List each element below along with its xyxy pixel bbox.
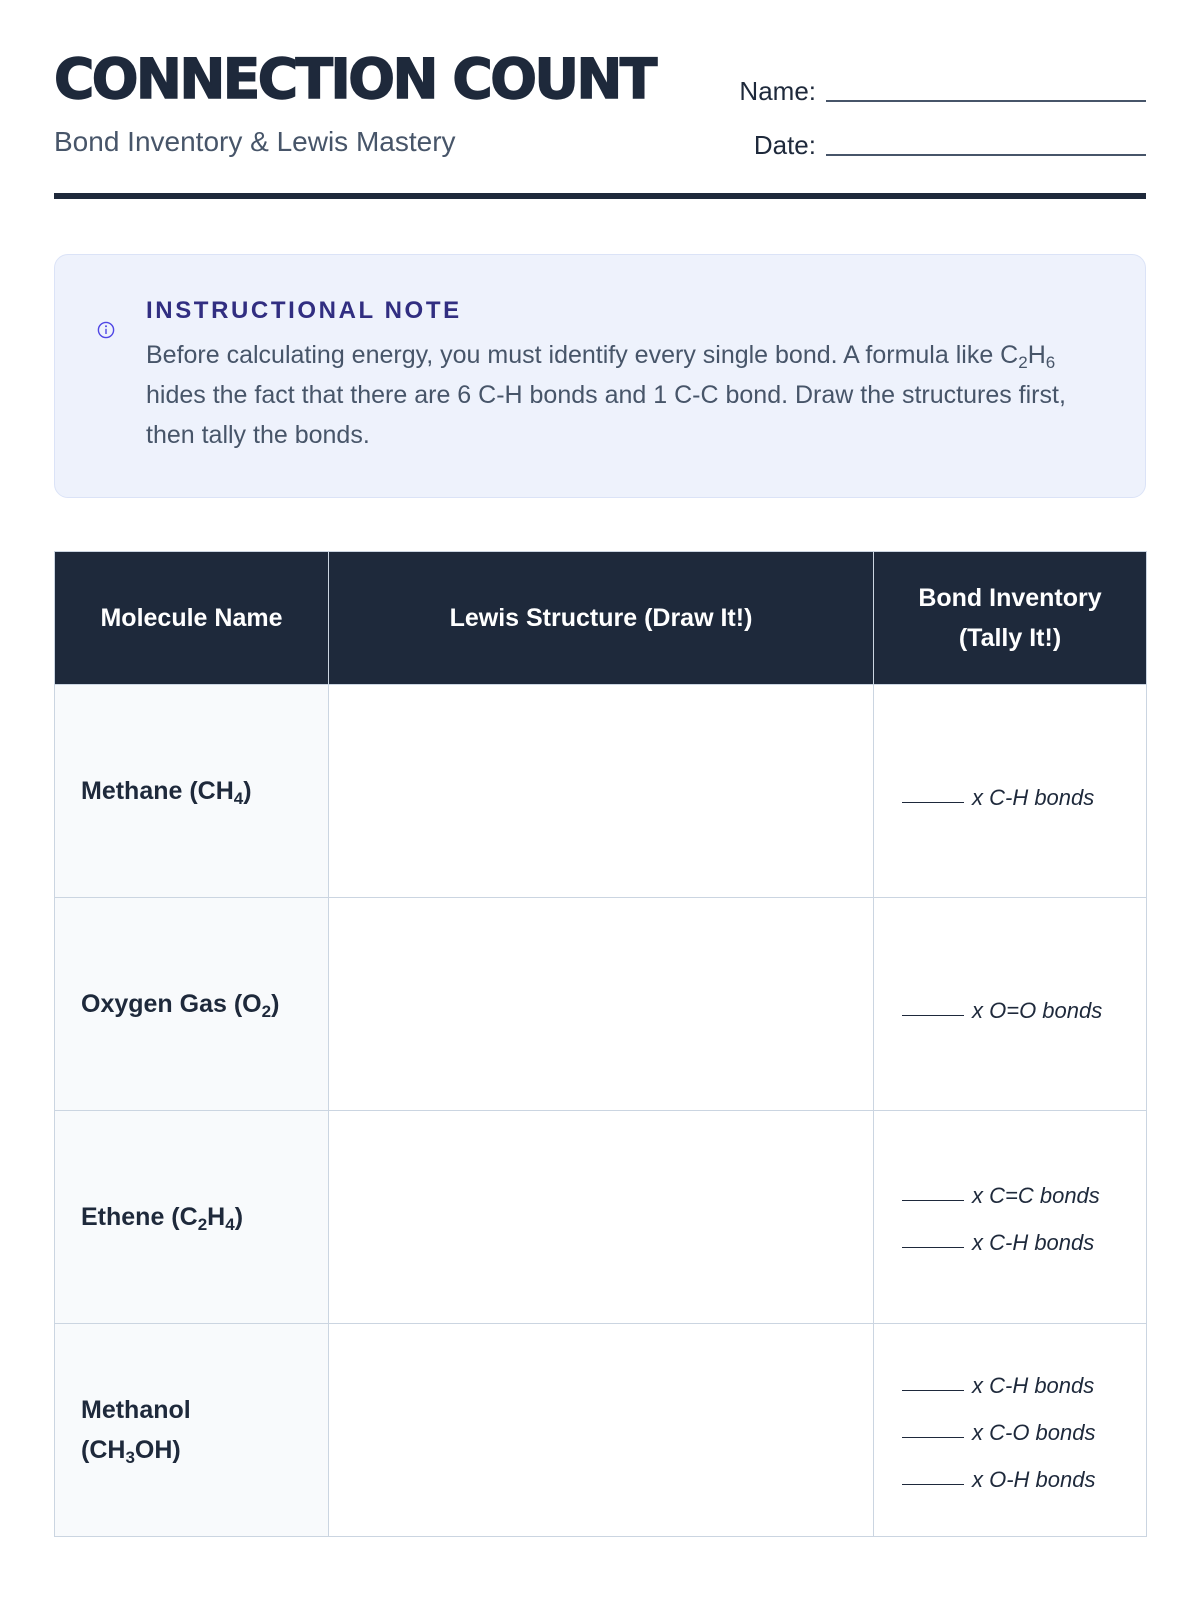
molecule-name-methanol	[55, 1324, 329, 1537]
tally-label: x C-H bonds	[972, 1230, 1095, 1255]
header-divider	[54, 193, 1146, 199]
header-bond-inventory: Bond Inventory (Tally It!)	[874, 552, 1147, 685]
tally-blank[interactable]	[902, 1200, 964, 1201]
tally-label: x C-H bonds	[972, 1372, 1095, 1398]
molecule-text: Ethene (C	[81, 1203, 198, 1231]
date-input-line[interactable]	[826, 154, 1146, 156]
bond-inventory-table	[54, 551, 1147, 1537]
lewis-drawing-area[interactable]	[329, 1324, 874, 1537]
name-label: Name:	[739, 76, 816, 106]
tally-line[interactable]	[902, 1213, 1146, 1260]
molecule-text: Methanol	[81, 1396, 191, 1424]
date-field[interactable]	[744, 128, 1146, 164]
molecule-subscript: 2	[197, 1215, 208, 1234]
molecule-text: Methane (CH	[81, 777, 234, 805]
molecule-text: )	[234, 1203, 244, 1231]
table-row	[55, 685, 1147, 898]
worksheet-subtitle: Bond Inventory & Lewis Mastery	[54, 126, 456, 157]
table-row	[55, 1111, 1147, 1324]
instructional-note	[54, 254, 1146, 498]
tally-blank[interactable]	[902, 1247, 964, 1248]
tally-blank[interactable]	[902, 1390, 964, 1391]
molecule-name-oxygen	[55, 898, 329, 1111]
lewis-drawing-area[interactable]	[329, 1111, 874, 1324]
molecule-subscript: 4	[233, 789, 244, 808]
tally-blank[interactable]	[902, 1015, 964, 1016]
header-molecule-name: Molecule Name	[55, 552, 329, 685]
worksheet-title: CONNECTION COUNT	[54, 47, 655, 111]
tally-cell	[874, 685, 1147, 898]
molecule-subscript: 4	[225, 1215, 235, 1234]
molecule-text: )	[271, 990, 280, 1018]
header-lewis-structure: Lewis Structure (Draw It!)	[329, 552, 874, 685]
molecule-text: (CH	[81, 1436, 126, 1464]
name-input-line[interactable]	[826, 100, 1146, 102]
note-body	[146, 335, 1066, 455]
molecule-subscript: 2	[261, 1002, 272, 1021]
formula-c: C	[1000, 341, 1019, 369]
molecule-text: OH)	[134, 1436, 181, 1464]
tally-label: x C=C bonds	[972, 1183, 1100, 1208]
tally-cell	[874, 898, 1147, 1111]
tally-line[interactable]	[902, 1403, 1146, 1450]
note-text-part1: Before calculating energy, you must identify every single bond. A formula like	[146, 341, 1001, 369]
tally-line[interactable]	[902, 768, 1146, 815]
molecule-name-ethene	[55, 1111, 329, 1324]
note-heading: INSTRUCTIONAL NOTE	[146, 297, 462, 324]
tally-blank[interactable]	[902, 1437, 964, 1438]
molecule-text: H	[207, 1203, 226, 1231]
worksheet-header	[54, 0, 1146, 200]
lewis-drawing-area[interactable]	[329, 685, 874, 898]
table-header-row	[55, 552, 1147, 685]
table-row	[55, 1324, 1147, 1537]
tally-stack	[902, 1356, 1146, 1497]
lewis-drawing-area[interactable]	[329, 898, 874, 1111]
tally-line[interactable]	[902, 1450, 1146, 1497]
formula-h-subscript: 6	[1045, 353, 1056, 372]
formula-h: H	[1027, 341, 1046, 369]
tally-label: x O=O bonds	[972, 997, 1103, 1023]
molecule-text: )	[243, 777, 252, 805]
tally-label: x C-H bonds	[972, 784, 1095, 810]
tally-blank[interactable]	[902, 802, 964, 803]
tally-line[interactable]	[902, 1166, 1146, 1213]
molecule-text: Oxygen Gas (O	[81, 990, 262, 1018]
name-field[interactable]	[739, 74, 1146, 110]
note-text-part2: hides the fact that there are 6 C-H bonds and 1 C-C bond. Draw the structures first, then tally the bonds.	[146, 381, 1066, 449]
tally-label: x O-H bonds	[972, 1466, 1096, 1492]
worksheet-page	[54, 0, 1146, 1492]
formula-c-subscript: 2	[1018, 353, 1028, 372]
tally-stack	[902, 1166, 1146, 1260]
date-label: Date:	[753, 130, 816, 160]
info-icon	[97, 321, 115, 339]
table-row	[55, 898, 1147, 1111]
tally-line[interactable]	[902, 1356, 1146, 1403]
tally-line[interactable]	[902, 981, 1146, 1028]
tally-cell	[874, 1111, 1147, 1324]
molecule-name-methane	[55, 685, 329, 898]
tally-label: x C-O bonds	[972, 1419, 1096, 1445]
tally-cell	[874, 1324, 1147, 1537]
tally-blank[interactable]	[902, 1484, 964, 1485]
molecule-subscript: 3	[125, 1448, 135, 1467]
